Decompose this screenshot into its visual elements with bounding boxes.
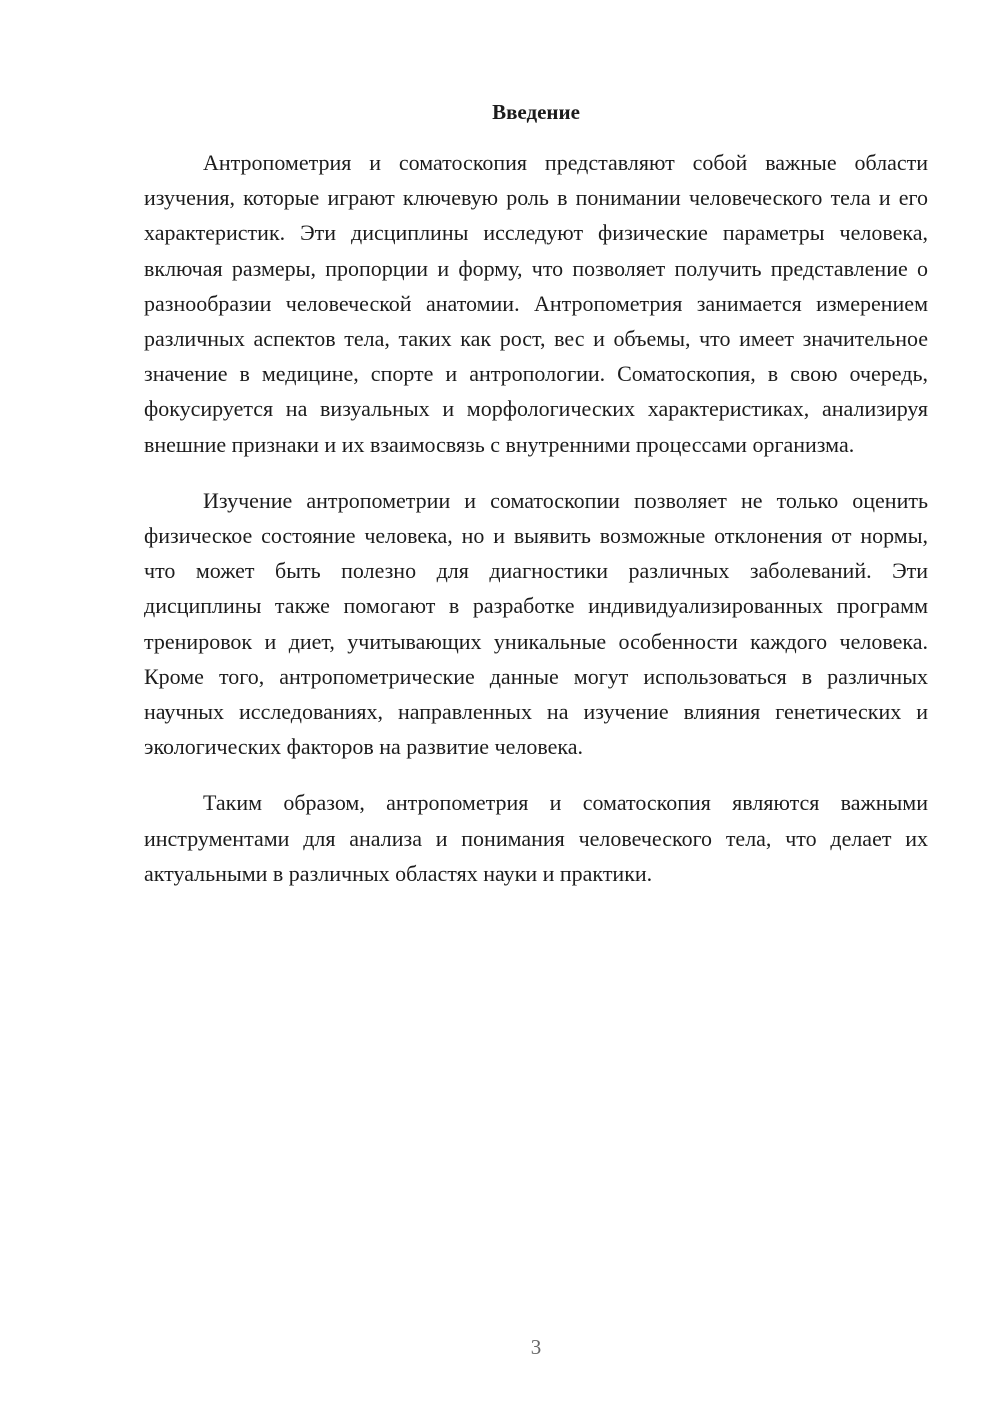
page-number: 3	[530, 1335, 542, 1359]
paragraph-3: Таким образом, антропометрия и соматоскопия являются важными инструментами для анализа и понимания человеческого тела, что делает их актуальными в различных областях науки и практики.	[144, 790, 928, 886]
paragraph-1: Антропометрия и соматоскопия представляют собой важные области изучения, которые играют ключевую роль в понимании человеческого тела и его характеристик. Эти дисциплины исследуют физические параметры человека, включая размеры, пропорции и форму, что позволяет получить представление о разнообразии человеческой анатомии. Антропометрия занимается измерением различных аспектов тела, таких как рост, вес и объемы, что имеет значительное значение в медицине, спорте и антропологии. Соматоскопия, в свою очередь, фокусируется на визуальных и морфологических характеристиках, анализируя внешние признаки и их взаимосвязь с внутренними процессами организма.	[144, 150, 928, 457]
section-heading: Введение	[492, 100, 580, 124]
paragraph-2: Изучение антропометрии и соматоскопии позволяет не только оценить физическое состояние человека, но и выявить возможные отклонения от нормы, что может быть полезно для диагностики различных заболеваний. Эти дисциплины также помогают в разработке индивидуализированных программ тренировок и диет, учитывающих уникальные особенности каждого человека. Кроме того, антропометрические данные могут использоваться в различных научных исследованиях, направленных на изучение влияния генетических и экологических факторов на развитие человека.	[144, 487, 928, 760]
body-text	[144, 145, 928, 891]
